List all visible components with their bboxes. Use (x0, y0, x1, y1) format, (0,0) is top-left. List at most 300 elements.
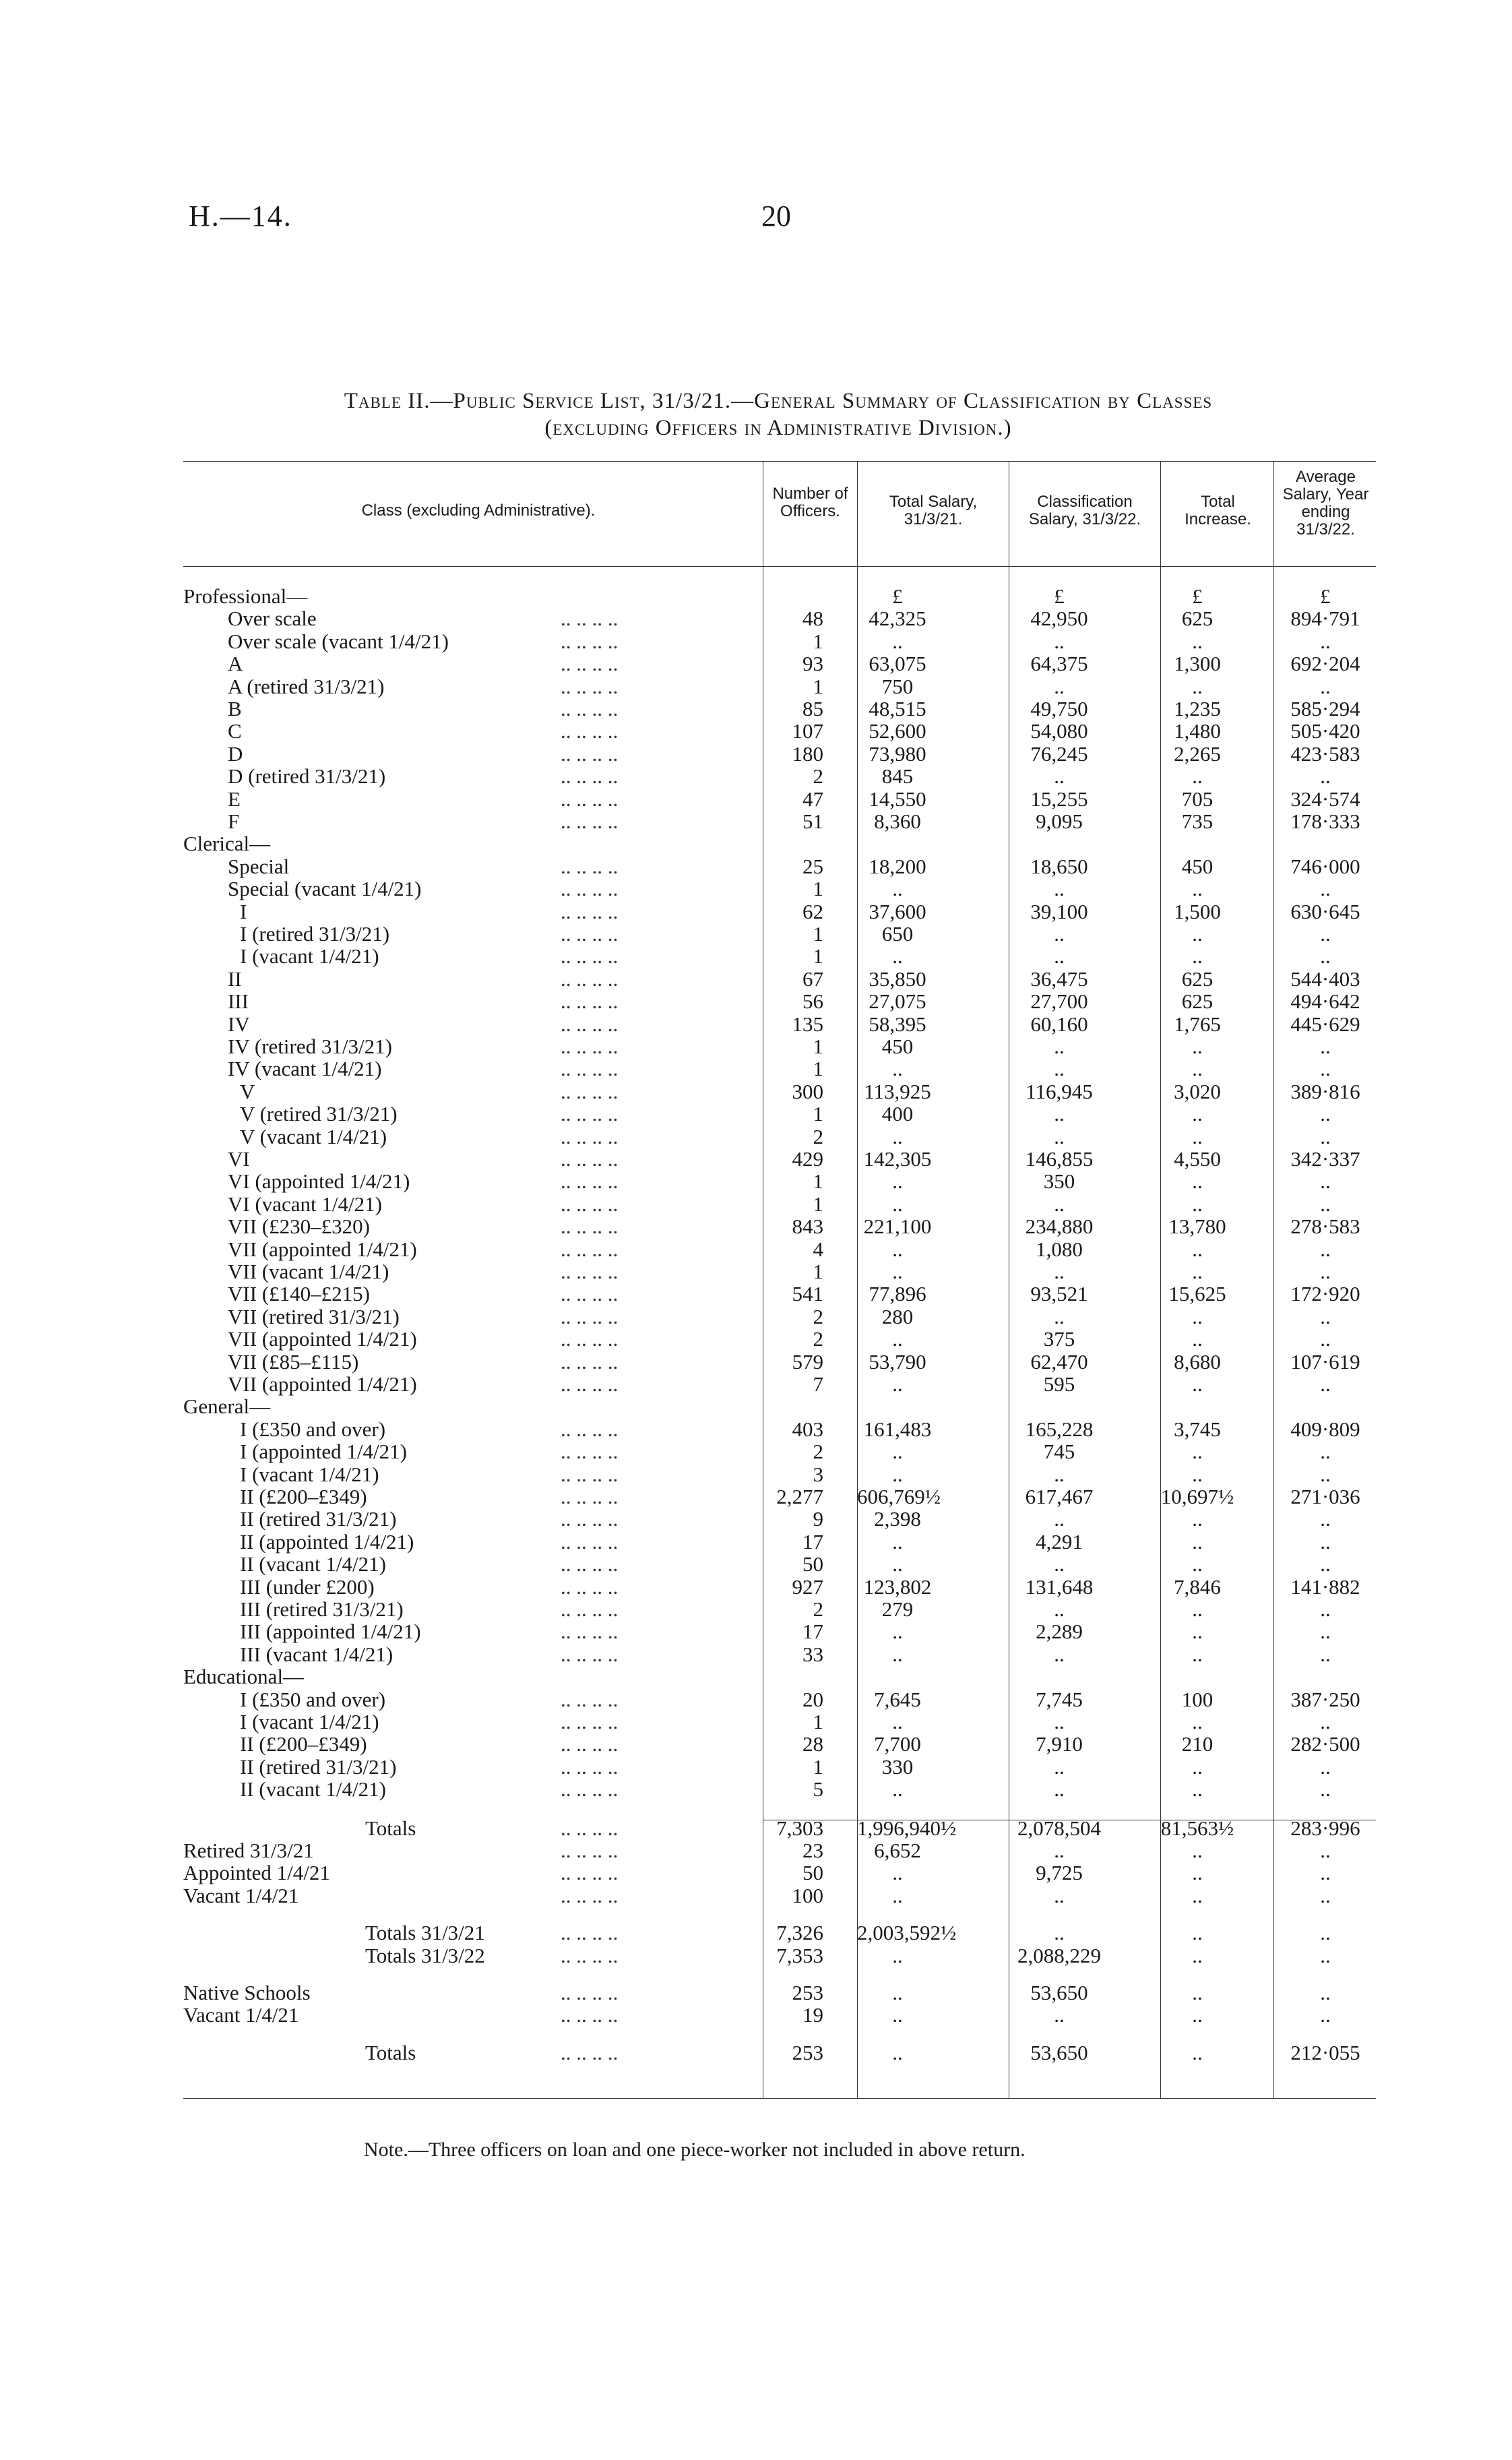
average-salary-cell: 278·583 (1290, 1214, 1360, 1239)
classification-salary-cell: .. (1054, 629, 1065, 653)
leader-dots: .. .. .. .. (561, 1485, 619, 1508)
average-salary-cell: .. (1320, 1462, 1331, 1486)
leader-dots: .. .. .. .. (561, 1507, 619, 1531)
increase-cell: .. (1192, 1597, 1203, 1621)
row-label: I (£350 and over) (240, 1417, 386, 1441)
total-salary-cell: 73,980 (869, 741, 926, 766)
table-row (183, 1643, 1376, 1666)
table-row (183, 990, 1376, 1013)
table-row (183, 1080, 1376, 1103)
row-label: III (228, 990, 249, 1014)
average-salary-cell: 342·337 (1290, 1147, 1360, 1171)
average-salary-cell: 271·036 (1290, 1485, 1360, 1508)
table-row (183, 945, 1376, 968)
classification-salary-cell: 42,950 (1030, 607, 1088, 631)
total-salary-cell: 113,925 (864, 1079, 931, 1103)
officers-cell: 1 (813, 674, 823, 698)
table-row (183, 1013, 1376, 1036)
officers-cell: 1 (813, 629, 823, 653)
officers-cell: 3 (813, 1462, 823, 1486)
increase-cell: 625 (1181, 989, 1214, 1014)
classification-salary-cell: 2,088,229 (1017, 1943, 1101, 1967)
total-salary-cell: 18,200 (869, 854, 926, 878)
row-label: Native Schools (183, 1981, 311, 2004)
classification-salary-cell: 53,650 (1030, 2040, 1088, 2064)
total-salary-cell: 400 (881, 1102, 914, 1126)
table-row (183, 1576, 1376, 1599)
total-salary-cell: 279 (881, 1597, 914, 1621)
row-label: VII (£230–£320) (228, 1215, 370, 1239)
average-salary-cell: .. (1320, 1921, 1331, 1945)
leader-dots: .. .. .. .. (561, 1620, 619, 1644)
leader-dots: .. .. .. .. (561, 854, 619, 878)
leader-dots: .. .. .. .. (561, 1574, 619, 1599)
increase-cell: .. (1192, 1237, 1203, 1261)
column-header-total-increase: Total Increase. (1185, 493, 1251, 528)
increase-cell: .. (1192, 1304, 1203, 1328)
increase-cell: 8,680 (1174, 1349, 1221, 1374)
leader-dots: .. .. .. .. (561, 1732, 619, 1756)
increase-cell: .. (1192, 1057, 1203, 1081)
total-salary-cell: .. (892, 1883, 903, 1907)
leader-dots: .. .. .. .. (561, 1597, 619, 1621)
classification-salary-cell: .. (1054, 674, 1065, 698)
leader-dots: .. .. .. .. (561, 966, 619, 991)
classification-salary-cell: .. (1054, 1883, 1065, 1907)
table-row (183, 1418, 1376, 1441)
column-header-classification-salary: Classification Salary, 31/3/22. (1028, 493, 1141, 528)
officers-cell: 180 (792, 741, 823, 766)
row-label: Vacant 1/4/21 (183, 2004, 299, 2027)
classification-salary-cell: .. (1054, 1192, 1065, 1216)
average-salary-cell: 494·642 (1290, 989, 1360, 1014)
row-label: Retired 31/3/21 (183, 1839, 314, 1862)
increase-cell: 1,300 (1174, 652, 1221, 676)
officers-cell: 541 (792, 1282, 823, 1306)
classification-salary-cell: 1,080 (1036, 1237, 1083, 1261)
classification-table (183, 585, 1376, 2081)
table-row (183, 1170, 1376, 1193)
total-salary-cell: 52,600 (869, 719, 926, 743)
table-row (183, 2041, 1376, 2064)
table-row (183, 1305, 1376, 1328)
average-salary-cell: .. (1320, 1372, 1331, 1396)
table-row (183, 675, 1376, 698)
total-salary-cell: .. (892, 1777, 903, 1802)
officers-cell: 100 (792, 1883, 823, 1907)
total-salary-cell: .. (892, 1642, 903, 1666)
total-salary-cell: 1,996,940½ (857, 1816, 957, 1840)
officers-cell: 93 (802, 652, 823, 676)
increase-cell: .. (1192, 1035, 1203, 1058)
officers-cell: 50 (802, 1861, 823, 1885)
officers-cell: 1 (813, 1035, 823, 1058)
officers-cell: 403 (792, 1417, 823, 1441)
classification-salary-cell: .. (1054, 1552, 1065, 1576)
classification-salary-cell: .. (1054, 1057, 1065, 1081)
average-salary-cell: 212·055 (1290, 2040, 1360, 2064)
row-label: Special (228, 855, 290, 878)
increase-cell: .. (1192, 764, 1203, 789)
leader-dots: .. .. .. .. (561, 1327, 619, 1351)
average-salary-cell: 409·809 (1290, 1417, 1360, 1441)
total-salary-cell: 2,003,592½ (857, 1921, 957, 1945)
leader-dots: .. .. .. .. (561, 1372, 619, 1396)
row-label: II (£200–£349) (240, 1733, 367, 1756)
leader-dots: .. .. .. .. (561, 899, 619, 923)
table-row (183, 1463, 1376, 1486)
classification-salary-cell: 350 (1043, 1169, 1075, 1194)
table-row (183, 1440, 1376, 1463)
leader-dots: .. .. .. .. (561, 674, 619, 698)
increase-cell: .. (1192, 1507, 1203, 1531)
total-salary-cell: .. (892, 629, 903, 653)
average-salary-cell: 585·294 (1290, 697, 1360, 720)
average-salary-cell: .. (1320, 674, 1331, 698)
classification-salary-cell: 7,745 (1036, 1687, 1083, 1711)
row-label: VII (retired 31/3/21) (228, 1305, 400, 1328)
average-salary-cell: .. (1320, 1169, 1331, 1194)
officers-cell: 135 (792, 1012, 823, 1036)
average-salary-cell: .. (1320, 1710, 1331, 1733)
total-salary-cell: 6,652 (874, 1839, 921, 1862)
total-salary-cell: .. (892, 1981, 903, 2004)
average-salary-cell: .. (1320, 1124, 1331, 1148)
leader-dots: .. .. .. .. (561, 1529, 619, 1554)
officers-cell: 1 (813, 1192, 823, 1216)
classification-salary-cell: 745 (1043, 1440, 1075, 1464)
footnote: Note.—Three officers on loan and one piece-worker not included in above return. (364, 2139, 1026, 2161)
officers-cell: 17 (802, 1620, 823, 1644)
average-salary-cell: .. (1320, 1327, 1331, 1351)
officers-cell: 7 (813, 1372, 823, 1396)
leader-dots: .. .. .. .. (561, 719, 619, 743)
average-salary-cell: .. (1320, 1754, 1331, 1779)
officers-cell: 579 (792, 1349, 823, 1374)
total-salary-cell: 606,769½ (857, 1485, 941, 1508)
row-label: A (retired 31/3/21) (228, 675, 385, 698)
average-salary-cell: .. (1320, 1102, 1331, 1126)
total-salary-cell: 53,790 (869, 1349, 926, 1374)
increase-cell: .. (1192, 877, 1203, 901)
classification-salary-cell: .. (1054, 1642, 1065, 1666)
table-row (183, 1328, 1376, 1351)
average-salary-cell: 423·583 (1290, 741, 1360, 766)
leader-dots: .. .. .. .. (561, 1861, 619, 1885)
average-salary-cell: 283·996 (1290, 1816, 1360, 1840)
row-label: Totals (365, 1816, 416, 1840)
increase-cell: 81,563½ (1160, 1816, 1234, 1840)
row-label: I (£350 and over) (240, 1688, 386, 1711)
total-salary-cell: 35,850 (869, 966, 926, 991)
total-salary-cell: 37,600 (869, 899, 926, 923)
total-salary-cell: 845 (881, 764, 914, 789)
increase-cell: .. (1192, 1552, 1203, 1576)
row-label: I (240, 900, 247, 923)
total-salary-cell: 221,100 (863, 1214, 932, 1239)
officers-cell: 7,303 (776, 1816, 823, 1840)
classification-salary-cell: 49,750 (1030, 697, 1088, 720)
increase-cell: 7,846 (1174, 1574, 1221, 1599)
row-label: VII (£140–£215) (228, 1283, 370, 1306)
average-salary-cell: 282·500 (1290, 1732, 1360, 1756)
officers-cell: 9 (813, 1507, 823, 1531)
average-salary-cell: .. (1320, 1260, 1331, 1283)
increase-cell: .. (1192, 1192, 1203, 1216)
leader-dots: .. .. .. .. (561, 607, 619, 631)
classification-salary-cell: 76,245 (1030, 741, 1088, 766)
classification-salary-cell: .. (1054, 1839, 1065, 1862)
average-salary-cell: .. (1320, 1507, 1331, 1531)
total-salary-cell: 2,398 (874, 1507, 921, 1531)
officers-cell: 28 (802, 1732, 823, 1756)
leader-dots: .. .. .. .. (561, 1260, 619, 1283)
classification-salary-cell: 39,100 (1030, 899, 1088, 923)
classification-salary-cell: .. (1054, 1260, 1065, 1283)
officers-cell: 1 (813, 1057, 823, 1081)
average-salary-cell: 692·204 (1290, 652, 1360, 676)
table-row (183, 968, 1376, 991)
row-label: IV (retired 31/3/21) (228, 1035, 392, 1058)
classification-salary-cell: 7,910 (1036, 1732, 1083, 1756)
leader-dots: .. .. .. .. (561, 1124, 619, 1148)
officers-cell: 7,353 (776, 1943, 823, 1967)
officers-cell: 20 (802, 1687, 823, 1711)
increase-cell: 3,745 (1174, 1417, 1221, 1441)
table-row (183, 1395, 1376, 1418)
increase-cell: .. (1192, 1642, 1203, 1666)
increase-cell: .. (1192, 1777, 1203, 1802)
table-row (183, 1553, 1376, 1576)
leader-dots: .. .. .. .. (561, 1147, 619, 1171)
average-salary-cell: .. (1320, 1981, 1331, 2004)
officers-cell: 1 (813, 1710, 823, 1733)
officers-cell: 1 (813, 1260, 823, 1283)
increase-cell: .. (1192, 1260, 1203, 1283)
average-salary-cell: .. (1320, 1777, 1331, 1802)
total-salary-cell: 750 (881, 674, 914, 698)
table-row (183, 652, 1376, 675)
officers-cell: 56 (802, 989, 823, 1014)
leader-dots: .. .. .. .. (561, 697, 619, 720)
row-label: II (vacant 1/4/21) (240, 1778, 386, 1802)
row-label: Special (vacant 1/4/21) (228, 878, 422, 901)
row-label: III (appointed 1/4/21) (240, 1620, 421, 1644)
table-row (183, 1665, 1376, 1688)
classification-salary-cell: 2,078,504 (1017, 1816, 1101, 1840)
increase-cell: .. (1192, 1440, 1203, 1464)
document-reference: H.—14. (189, 199, 292, 233)
table-row (183, 832, 1376, 855)
average-salary-cell: .. (1320, 1642, 1331, 1666)
leader-dots: .. .. .. .. (561, 1777, 619, 1802)
row-label: VII (appointed 1/4/21) (228, 1237, 417, 1261)
average-salary-cell: 894·791 (1290, 607, 1360, 631)
table-row (183, 698, 1376, 720)
leader-dots: .. .. .. .. (561, 629, 619, 653)
row-label: I (vacant 1/4/21) (240, 1711, 379, 1733)
column-header-class: Class (excluding Administrative). (361, 501, 596, 520)
total-salary-cell: .. (892, 944, 903, 968)
table-row (183, 1688, 1376, 1711)
table-row (183, 878, 1376, 900)
table-row (183, 1373, 1376, 1396)
row-label: IV (vacant 1/4/21) (228, 1057, 382, 1081)
increase-cell: .. (1192, 1529, 1203, 1554)
officers-cell: 927 (792, 1574, 823, 1599)
average-salary-cell: .. (1320, 1597, 1331, 1621)
row-label: VI (228, 1148, 250, 1171)
row-label: III (vacant 1/4/21) (240, 1642, 393, 1666)
table-row (183, 1884, 1376, 1907)
officers-cell: 2 (813, 1304, 823, 1328)
leader-dots: .. .. .. .. (561, 1754, 619, 1779)
row-label: III (retired 31/3/21) (240, 1598, 404, 1621)
officers-cell: 4 (813, 1237, 823, 1261)
table-row (183, 607, 1376, 630)
classification-salary-cell: 617,467 (1025, 1485, 1094, 1508)
increase-cell: 10,697½ (1160, 1485, 1234, 1508)
column-header-average-salary: Average Salary, Year ending 31/3/22. (1282, 468, 1369, 539)
average-salary-cell: .. (1320, 1620, 1331, 1644)
table-row (183, 923, 1376, 946)
officers-cell: 17 (802, 1529, 823, 1554)
row-label: II (228, 967, 242, 991)
total-salary-cell: 77,896 (869, 1282, 926, 1306)
increase-cell: 100 (1181, 1687, 1214, 1711)
leader-dots: .. .. .. .. (561, 1943, 619, 1967)
leader-dots: .. .. .. .. (561, 877, 619, 901)
average-salary-cell: .. (1320, 764, 1331, 789)
table-row (183, 1531, 1376, 1554)
leader-dots: .. .. .. .. (561, 1079, 619, 1103)
increase-cell: 4,550 (1174, 1147, 1221, 1171)
classification-salary-cell: 53,650 (1030, 1981, 1088, 2004)
final-rule (183, 2098, 1376, 2099)
row-label: II (£200–£349) (240, 1485, 367, 1508)
total-salary-cell: .. (892, 1327, 903, 1351)
row-label: I (appointed 1/4/21) (240, 1440, 407, 1464)
officers-cell: 300 (792, 1079, 823, 1103)
increase-cell: .. (1192, 1620, 1203, 1644)
leader-dots: .. .. .. .. (561, 652, 619, 676)
classification-salary-cell: 131,648 (1025, 1574, 1094, 1599)
leader-dots: .. .. .. .. (561, 1710, 619, 1733)
row-label: V (retired 31/3/21) (240, 1103, 398, 1126)
classification-salary-cell: .. (1054, 922, 1065, 946)
total-salary-cell: .. (892, 877, 903, 901)
total-salary-cell: .. (892, 1440, 903, 1464)
officers-cell: 107 (792, 719, 823, 743)
increase-cell: .. (1192, 2003, 1203, 2027)
average-salary-cell: 107·619 (1290, 1349, 1360, 1374)
officers-cell: 2 (813, 1440, 823, 1464)
classification-salary-cell: £ (1054, 584, 1065, 608)
average-salary-cell: 178·333 (1290, 809, 1360, 833)
row-label: VI (appointed 1/4/21) (228, 1170, 410, 1194)
total-salary-cell: .. (892, 1620, 903, 1644)
table-row (183, 585, 1376, 608)
officers-cell: 2 (813, 764, 823, 789)
classification-salary-cell: 60,160 (1030, 1012, 1088, 1036)
row-label: Over scale (vacant 1/4/21) (228, 629, 449, 653)
officers-cell: 25 (802, 854, 823, 878)
average-salary-cell: .. (1320, 1943, 1331, 1967)
row-label: Professional— (183, 585, 308, 608)
leader-dots: .. .. .. .. (561, 1883, 619, 1907)
officers-cell: 1 (813, 1102, 823, 1126)
average-salary-cell: .. (1320, 1839, 1331, 1862)
header-bottom-rule (183, 566, 1376, 567)
total-salary-cell: .. (892, 1462, 903, 1486)
table-row (183, 1148, 1376, 1171)
classification-salary-cell: .. (1054, 1507, 1065, 1531)
officers-cell: 1 (813, 922, 823, 946)
leader-dots: .. .. .. .. (561, 1012, 619, 1036)
total-salary-cell: 58,395 (869, 1012, 926, 1036)
average-salary-cell: 445·629 (1290, 1012, 1360, 1036)
increase-cell: 2,265 (1174, 741, 1221, 766)
total-salary-cell: 7,700 (874, 1732, 921, 1756)
table-row (183, 1485, 1376, 1508)
table-title (185, 388, 1371, 441)
row-label: A (228, 652, 243, 676)
row-label: V (vacant 1/4/21) (240, 1125, 387, 1148)
officers-cell: 2 (813, 1327, 823, 1351)
row-label: VII (appointed 1/4/21) (228, 1373, 417, 1396)
average-salary-cell: 172·920 (1290, 1282, 1360, 1306)
officers-cell: 47 (802, 787, 823, 811)
row-label: F (228, 810, 240, 833)
row-label: II (vacant 1/4/21) (240, 1553, 386, 1576)
leader-dots: .. .. .. .. (561, 1192, 619, 1216)
leader-dots: .. .. .. .. (561, 2040, 619, 2064)
row-label: I (vacant 1/4/21) (240, 1463, 379, 1486)
total-salary-cell: 14,550 (869, 787, 926, 811)
total-salary-cell: 42,325 (869, 607, 926, 631)
average-salary-cell: .. (1320, 1552, 1331, 1576)
table-row (183, 765, 1376, 788)
leader-dots: .. .. .. .. (561, 1057, 619, 1081)
table-row (183, 1035, 1376, 1058)
column-header-officers: Number of Officers. (772, 485, 848, 520)
table-row (183, 1126, 1376, 1148)
classification-salary-cell: 234,880 (1025, 1214, 1094, 1239)
increase-cell: .. (1192, 1372, 1203, 1396)
average-salary-cell: .. (1320, 877, 1331, 901)
average-salary-cell: 389·816 (1290, 1079, 1360, 1103)
average-salary-cell: .. (1320, 1861, 1331, 1885)
leader-dots: .. .. .. .. (561, 922, 619, 946)
classification-salary-cell: 62,470 (1030, 1349, 1088, 1374)
total-salary-cell: 27,075 (869, 989, 926, 1014)
table-row (183, 1057, 1376, 1080)
leader-dots: .. .. .. .. (561, 2003, 619, 2027)
table-title-line-1: Table II.—Public Service List, 31/3/21.—General Summary of Classification by Classes (344, 389, 1213, 413)
row-label: Totals (365, 2041, 416, 2064)
average-salary-cell: .. (1320, 1192, 1331, 1216)
increase-cell: .. (1192, 1462, 1203, 1486)
classification-salary-cell: 27,700 (1030, 989, 1088, 1014)
average-salary-cell: .. (1320, 944, 1331, 968)
officers-cell: 1 (813, 877, 823, 901)
classification-salary-cell: 18,650 (1030, 854, 1088, 878)
increase-cell: 3,020 (1174, 1079, 1221, 1103)
classification-salary-cell: 165,228 (1025, 1417, 1094, 1441)
classification-salary-cell: 9,725 (1036, 1861, 1083, 1885)
total-salary-cell: £ (892, 584, 903, 608)
table-row (183, 1711, 1376, 1733)
